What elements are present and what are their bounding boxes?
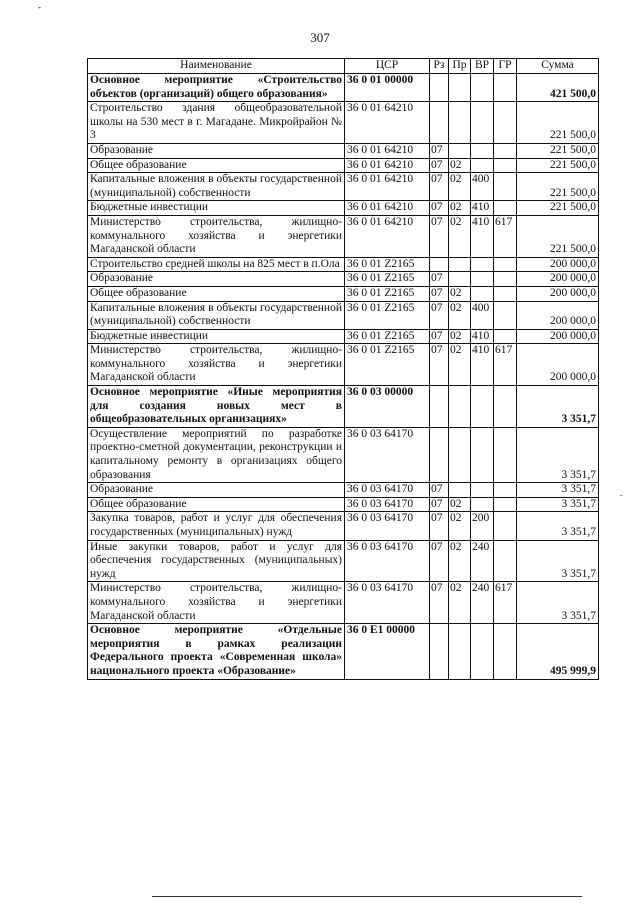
cell-name: Образование xyxy=(88,483,345,498)
cell-vr: 410 xyxy=(471,201,494,216)
cell-gr: 617 xyxy=(494,215,517,257)
header-csr: ЦСР xyxy=(345,59,430,74)
header-pr: Пр xyxy=(449,59,471,74)
cell-csr: 36 0 01 Z2165 xyxy=(345,329,430,344)
cell-sum: 221 500,0 xyxy=(517,102,599,144)
cell-gr xyxy=(494,257,517,272)
table-row xyxy=(88,329,599,344)
cell-csr: 36 0 03 64170 xyxy=(345,483,430,498)
cell-name: Осуществление мероприятий по разработке проектно-сметной документации, реконструкции и капитальному ремонту в организациях общего образования xyxy=(88,427,345,482)
cell-name: Образование xyxy=(88,272,345,287)
bottom-divider xyxy=(152,896,582,897)
cell-gr xyxy=(494,512,517,540)
cell-vr xyxy=(471,272,494,287)
cell-sum: 3 351,7 xyxy=(517,582,599,624)
cell-sum: 200 000,0 xyxy=(517,257,599,272)
cell-sum: 200 000,0 xyxy=(517,301,599,329)
table-row xyxy=(88,102,599,144)
cell-csr: 36 0 01 64210 xyxy=(345,215,430,257)
cell-pr xyxy=(449,257,471,272)
cell-rz: 07 xyxy=(430,497,449,512)
table-row xyxy=(88,173,599,201)
cell-csr: 36 0 01 64210 xyxy=(345,173,430,201)
cell-gr xyxy=(494,427,517,482)
cell-csr: 36 0 01 00000 xyxy=(345,74,430,102)
cell-name: Закупка товаров, работ и услуг для обеспечения государственных (муниципальных) нужд xyxy=(88,512,345,540)
cell-csr: 36 0 01 64210 xyxy=(345,201,430,216)
cell-pr: 02 xyxy=(449,201,471,216)
cell-vr xyxy=(471,497,494,512)
cell-gr xyxy=(494,173,517,201)
cell-gr xyxy=(494,272,517,287)
cell-rz: 07 xyxy=(430,173,449,201)
cell-vr xyxy=(471,427,494,482)
table-header-row xyxy=(88,59,599,74)
cell-pr xyxy=(449,143,471,158)
cell-csr: 36 0 01 64210 xyxy=(345,102,430,144)
cell-sum: 3 351,7 xyxy=(517,386,599,428)
cell-sum: 221 500,0 xyxy=(517,215,599,257)
cell-gr xyxy=(494,386,517,428)
cell-gr xyxy=(494,540,517,582)
cell-gr xyxy=(494,483,517,498)
cell-vr xyxy=(471,386,494,428)
table-row xyxy=(88,344,599,386)
header-gr: ГР xyxy=(494,59,517,74)
cell-pr xyxy=(449,102,471,144)
cell-vr xyxy=(471,74,494,102)
cell-name: Строительство здания общеобразовательной школы на 530 мест в г. Магадане. Микройрайон № 3 xyxy=(88,102,345,144)
cell-rz xyxy=(430,74,449,102)
table-row xyxy=(88,427,599,482)
cell-name: Капитальные вложения в объекты государственной (муниципальной) собственности xyxy=(88,173,345,201)
cell-vr: 400 xyxy=(471,173,494,201)
cell-rz xyxy=(430,102,449,144)
table-row xyxy=(88,74,599,102)
cell-csr: 36 0 03 64170 xyxy=(345,540,430,582)
cell-vr xyxy=(471,483,494,498)
cell-gr xyxy=(494,201,517,216)
cell-pr: 02 xyxy=(449,215,471,257)
budget-table xyxy=(87,58,599,680)
cell-rz: 07 xyxy=(430,158,449,173)
cell-name: Основное мероприятие «Иные мероприятия для создания новых мест в общеобразовательных организациях» xyxy=(88,386,345,428)
cell-vr: 400 xyxy=(471,301,494,329)
cell-rz: 07 xyxy=(430,272,449,287)
cell-csr: 36 0 01 Z2165 xyxy=(345,257,430,272)
cell-rz: 07 xyxy=(430,301,449,329)
cell-name: Бюджетные инвестиции xyxy=(88,329,345,344)
cell-vr xyxy=(471,102,494,144)
cell-csr: 36 0 03 64170 xyxy=(345,427,430,482)
cell-pr: 02 xyxy=(449,173,471,201)
cell-name: Бюджетные инвестиции xyxy=(88,201,345,216)
cell-sum: 3 351,7 xyxy=(517,483,599,498)
cell-gr xyxy=(494,329,517,344)
header-name: Наименование xyxy=(88,59,345,74)
cell-gr xyxy=(494,74,517,102)
cell-sum: 200 000,0 xyxy=(517,286,599,301)
cell-rz: 07 xyxy=(430,582,449,624)
cell-sum: 3 351,7 xyxy=(517,512,599,540)
cell-vr xyxy=(471,624,494,679)
cell-name: Образование xyxy=(88,143,345,158)
table-row xyxy=(88,540,599,582)
cell-pr: 02 xyxy=(449,329,471,344)
cell-name: Основное мероприятие «Отдельные мероприятия в рамках реализации Федерального проекта «Современная школа» национального проекта «Образование» xyxy=(88,624,345,679)
cell-rz: 07 xyxy=(430,329,449,344)
cell-sum: 200 000,0 xyxy=(517,344,599,386)
cell-pr xyxy=(449,272,471,287)
table-row xyxy=(88,386,599,428)
cell-gr xyxy=(494,158,517,173)
cell-csr: 36 0 03 00000 xyxy=(345,386,430,428)
cell-rz: 07 xyxy=(430,215,449,257)
cell-name: Министерство строительства, жилищно-коммунального хозяйства и энергетики Магаданской области xyxy=(88,582,345,624)
cell-pr xyxy=(449,483,471,498)
table-row xyxy=(88,497,599,512)
cell-sum: 221 500,0 xyxy=(517,158,599,173)
cell-pr: 02 xyxy=(449,512,471,540)
cell-vr: 200 xyxy=(471,512,494,540)
cell-pr: 02 xyxy=(449,344,471,386)
cell-sum: 221 500,0 xyxy=(517,173,599,201)
cell-rz: 07 xyxy=(430,143,449,158)
cell-csr: 36 0 E1 00000 xyxy=(345,624,430,679)
cell-csr: 36 0 01 Z2165 xyxy=(345,301,430,329)
table-row xyxy=(88,624,599,679)
cell-name: Иные закупки товаров, работ и услуг для обеспечения государственных (муниципальных) нужд xyxy=(88,540,345,582)
cell-gr xyxy=(494,286,517,301)
cell-vr xyxy=(471,286,494,301)
cell-pr: 02 xyxy=(449,497,471,512)
cell-rz xyxy=(430,427,449,482)
cell-vr: 410 xyxy=(471,215,494,257)
cell-rz: 07 xyxy=(430,540,449,582)
cell-pr xyxy=(449,386,471,428)
table-row xyxy=(88,286,599,301)
cell-csr: 36 0 01 Z2165 xyxy=(345,344,430,386)
cell-vr: 410 xyxy=(471,329,494,344)
cell-name: Министерство строительства, жилищно-коммунального хозяйства и энергетики Магаданской области xyxy=(88,215,345,257)
cell-csr: 36 0 01 Z2165 xyxy=(345,272,430,287)
header-vr: ВР xyxy=(471,59,494,74)
cell-sum: 495 999,9 xyxy=(517,624,599,679)
cell-sum: 200 000,0 xyxy=(517,272,599,287)
cell-pr xyxy=(449,74,471,102)
cell-name: Основное мероприятие «Строительство объектов (организаций) общего образования» xyxy=(88,74,345,102)
cell-vr: 240 xyxy=(471,540,494,582)
table-row xyxy=(88,201,599,216)
cell-pr: 02 xyxy=(449,158,471,173)
cell-name: Капитальные вложения в объекты государственной (муниципальной) собственности xyxy=(88,301,345,329)
cell-rz: 07 xyxy=(430,201,449,216)
cell-gr xyxy=(494,102,517,144)
cell-pr xyxy=(449,427,471,482)
cell-csr: 36 0 01 64210 xyxy=(345,158,430,173)
cell-csr: 36 0 03 64170 xyxy=(345,512,430,540)
cell-vr xyxy=(471,143,494,158)
cell-pr: 02 xyxy=(449,301,471,329)
cell-name: Общее образование xyxy=(88,497,345,512)
cell-rz: 07 xyxy=(430,483,449,498)
cell-pr: 02 xyxy=(449,582,471,624)
cell-vr: 410 xyxy=(471,344,494,386)
table-row xyxy=(88,512,599,540)
cell-csr: 36 0 01 64210 xyxy=(345,143,430,158)
cell-sum: 3 351,7 xyxy=(517,497,599,512)
cell-sum: 221 500,0 xyxy=(517,143,599,158)
cell-pr: 02 xyxy=(449,286,471,301)
cell-vr xyxy=(471,158,494,173)
table-row xyxy=(88,272,599,287)
header-sum: Сумма xyxy=(517,59,599,74)
table-row xyxy=(88,257,599,272)
cell-gr xyxy=(494,624,517,679)
cell-rz xyxy=(430,624,449,679)
cell-rz: 07 xyxy=(430,344,449,386)
cell-pr xyxy=(449,624,471,679)
table-row xyxy=(88,215,599,257)
table-row xyxy=(88,158,599,173)
cell-pr: 02 xyxy=(449,540,471,582)
table-row xyxy=(88,143,599,158)
cell-gr xyxy=(494,497,517,512)
table-row xyxy=(88,483,599,498)
cell-gr: 617 xyxy=(494,582,517,624)
cell-sum: 3 351,7 xyxy=(517,427,599,482)
cell-rz: 07 xyxy=(430,512,449,540)
cell-vr xyxy=(471,257,494,272)
table-row xyxy=(88,582,599,624)
cell-sum: 200 000,0 xyxy=(517,329,599,344)
cell-vr: 240 xyxy=(471,582,494,624)
page-number: 307 xyxy=(310,30,330,45)
header-rz: Рз xyxy=(430,59,449,74)
cell-gr xyxy=(494,143,517,158)
cell-csr: 36 0 03 64170 xyxy=(345,582,430,624)
cell-csr: 36 0 03 64170 xyxy=(345,497,430,512)
cell-gr xyxy=(494,301,517,329)
margin-mark: . xyxy=(620,488,623,498)
cell-name: Министерство строительства, жилищно-коммунального хозяйства и энергетики Магаданской области xyxy=(88,344,345,386)
table-body xyxy=(88,74,599,680)
corner-mark: - xyxy=(38,2,41,12)
cell-gr: 617 xyxy=(494,344,517,386)
table-row xyxy=(88,301,599,329)
cell-sum: 221 500,0 xyxy=(517,201,599,216)
cell-name: Общее образование xyxy=(88,158,345,173)
cell-name: Строительство средней школы на 825 мест в п.Ола xyxy=(88,257,345,272)
cell-rz xyxy=(430,386,449,428)
cell-sum: 3 351,7 xyxy=(517,540,599,582)
cell-rz xyxy=(430,257,449,272)
cell-csr: 36 0 01 Z2165 xyxy=(345,286,430,301)
cell-name: Общее образование xyxy=(88,286,345,301)
cell-sum: 421 500,0 xyxy=(517,74,599,102)
cell-rz: 07 xyxy=(430,286,449,301)
